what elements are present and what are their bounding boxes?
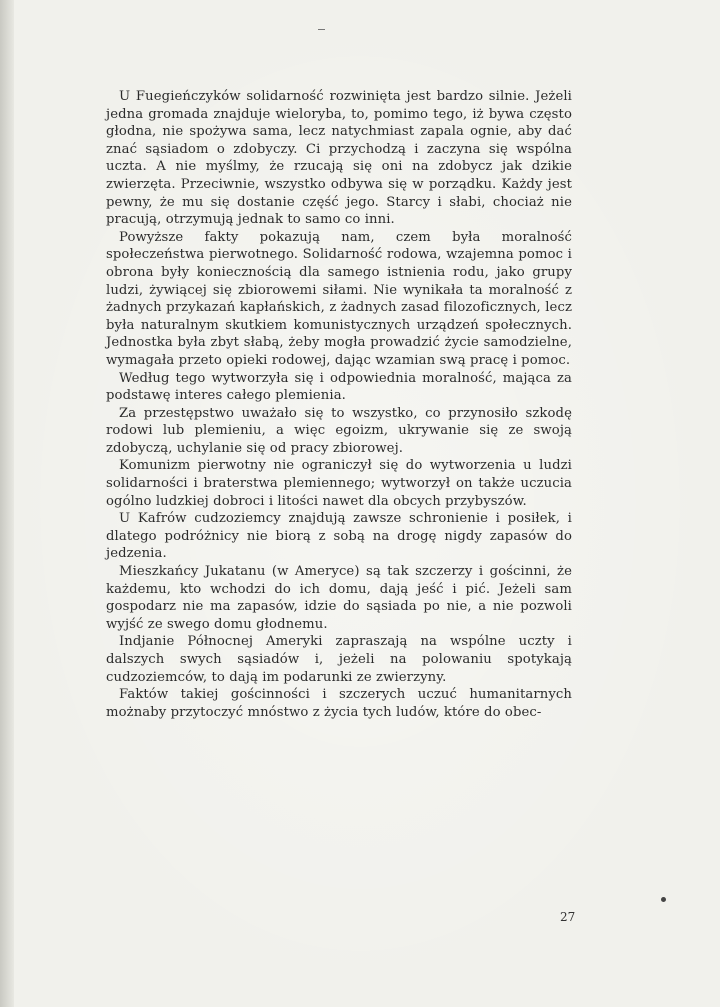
paragraph-hospitality-facts: Faktów takiej gościnności i szczerych uczuć humanitarnych możnaby przytoczyć mnóstwo z życia tych ludów, które do obec- [106,687,572,720]
body-text [106,88,572,721]
paragraph-north-american-indians: Indjanie Północnej Ameryki zapraszają na wspólne uczty i dalszych swych sąsiadów i, jeżeli na polowaniu spotykają cudzoziemców, to dają im podarunki ze zwierzyny. [106,634,572,685]
paragraph-tribal-interest: Według tego wytworzyła się i odpowiednia moralność, mająca za podstawę interes całego plemienia. [106,370,572,404]
paragraph-primitive-communism: Komunizm pierwotny nie ograniczył się do wytworzenia u ludzi solidarności i braterstwa plemiennego; wytworzył on także uczucia ogólno ludzkiej dobroci i litości nawet dla obcych przybyszów. [106,458,572,509]
scan-mark [318,29,325,30]
page-number: 27 [560,910,576,924]
paragraph-crime-definition: Za przestępstwo uważało się to wszystko, co przynosiło szkodę rodowi lub plemieniu, a więc egoizm, ukrywanie się ze swoją zdobyczą, uchylanie się od pracy zbiorowej. [106,405,572,456]
paragraph-fuegians: U Fuegieńczyków solidarność rozwinięta jest bardzo silnie. Jeżeli jedna gromada znajduje wieloryba, to, pomimo tego, iż bywa często głodna, nie spożywa sama, lecz natychmiast zapala ognie, aby dać znać sąsiadom o zdobyczy. Ci przychodzą i zaczyna się wspólna uczta. A nie myślmy, że rzucają się oni na zdobycz jak dzikie zwierzęta. Przeciwnie, wszystko odbywa się w porządku. Każdy jest pewny, że mu się dostanie część jego. Starcy i słabi, chociaż nie pracują, otrzymują jednak to samo co inni. [106,89,572,228]
paragraph-primitive-morality: Powyższe fakty pokazują nam, czem była moralność społeczeństwa pierwotnego. Solidarność rodowa, wzajemna pomoc i obrona były koniecznością dla samego istnienia rodu, jako grupy ludzi, żywiącej się zbiorowemi siłami. Nie wynikała ta moralność z żadnych przykazań kapłańskich, z żadnych zasad filozoficznych, lecz była naturalnym skutkiem komunistycznych urządzeń społecznych. Jednostka była zbyt słabą, żeby mogła prowadzić życie samodzielne, wymagała przeto opieki rodowej, dając wzamian swą pracę i pomoc. [106,229,572,368]
paragraph-yucatan: Mieszkańcy Jukatanu (w Ameryce) są tak szczerzy i gościnni, że każdemu, kto wchodzi do ich domu, dają jeść i pić. Jeżeli sam gospodarz nie ma zapasów, idzie do sąsiada po nie, a nie pozwoli wyjść ze swego domu głodnemu. [106,564,572,632]
paragraph-kaffirs: U Kafrów cudzoziemcy znajdują zawsze schronienie i posiłek, i dlatego podróżnicy nie biorą z sobą na drogę nigdy zapasów do jedzenia. [106,511,572,562]
page-left-edge [0,0,14,1007]
margin-dot [661,897,666,902]
